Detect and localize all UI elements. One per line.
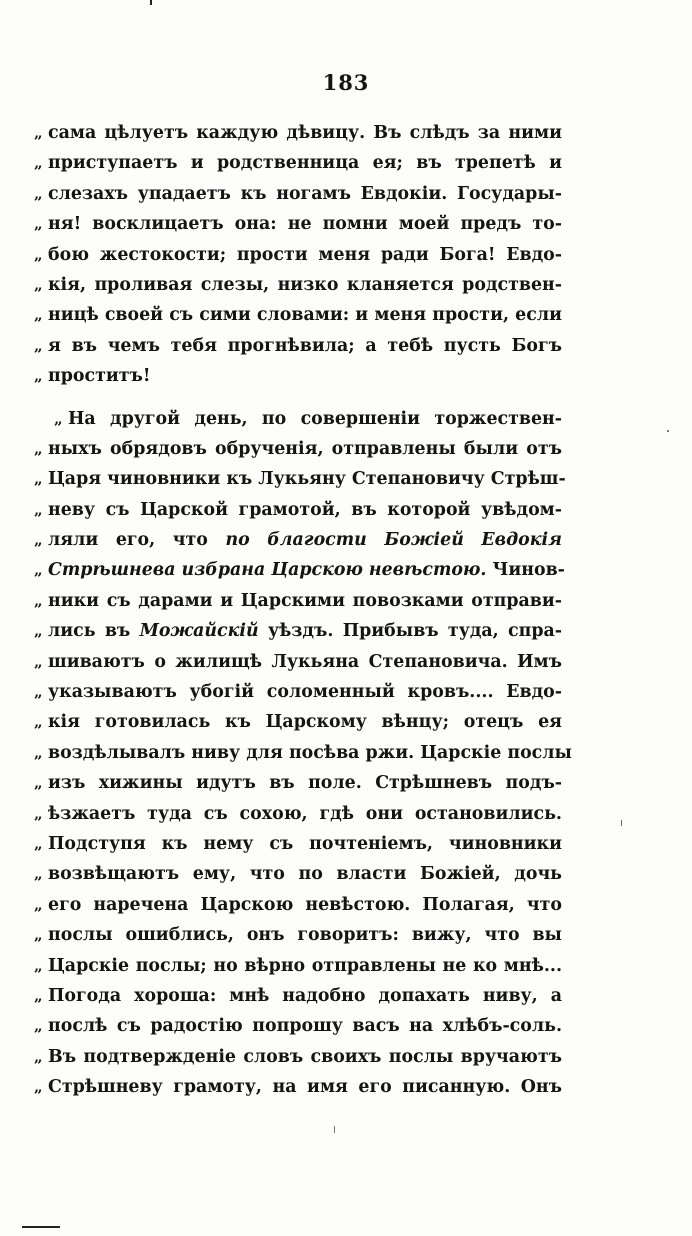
body-text (34, 118, 572, 1103)
quote-mark: „ (34, 774, 43, 793)
quote-mark: „ (34, 184, 43, 203)
line-text: неву съ Царской грамотой, въ которой увѣдом- (48, 499, 562, 520)
quote-mark: „ (34, 895, 43, 914)
quote-mark: „ (34, 500, 43, 519)
text-line (34, 677, 562, 707)
line-text: я въ чемъ тебя прогнѣвила; а тебѣ пусть Богъ (48, 335, 562, 356)
plain-run: ляли его, что (48, 530, 226, 551)
line-text: Царя чиновники къ Лукьяну Степановичу Стрѣш- (48, 469, 566, 490)
text-line (34, 331, 562, 361)
plain-run: лись въ (48, 621, 140, 642)
line-text: его наречена Царскою невѣстою. Полагая, что (48, 894, 562, 915)
quote-mark: „ (34, 743, 43, 762)
text-line (34, 404, 562, 434)
quote-mark: „ (34, 834, 43, 853)
line-text: На другой день, по совершеніи торжествен- (68, 408, 562, 429)
line-text: сама цѣлуетъ каждую дѣвицу. Въ слѣдъ за ними (48, 123, 562, 143)
text-line (34, 859, 562, 889)
quote-mark: „ (34, 865, 43, 884)
quote-mark: „ (34, 713, 43, 732)
quote-mark: „ (34, 124, 43, 142)
line-text: ня! восклицаетъ она: не помни моей предъ то- (48, 214, 562, 235)
line-text: кія готовилась къ Царскому вѣнцу; отецъ ея (48, 712, 562, 733)
line-text (48, 525, 562, 555)
quote-mark: „ (34, 804, 43, 823)
line-text: ныхъ обрядовъ обрученія, отправлены были отъ (48, 438, 562, 459)
quote-mark: „ (34, 683, 43, 702)
quote-mark: „ (34, 306, 43, 325)
plain-run: уѣздъ. Прибывъ туда, спра- (258, 621, 562, 642)
scan-speck (334, 1126, 335, 1133)
quote-mark: „ (34, 367, 43, 386)
plain-run: Чинов- (486, 560, 565, 581)
line-text: ѣзжаетъ туда съ сохою, гдѣ они остановились. (48, 803, 562, 824)
line-text: Стрѣшневу грамоту, на имя его писанную. Онъ (48, 1077, 562, 1098)
quote-mark: „ (34, 956, 43, 975)
line-text: Подступя къ нему съ почтеніемъ, чиновники (48, 833, 562, 854)
line-text: послы ошиблись, онъ говоритъ: вижу, что вы (48, 925, 562, 946)
line-text: Царскіе послы; но вѣрно отправлены не ко мнѣ... (48, 955, 562, 976)
line-text: изъ хижины идутъ въ поле. Стрѣшневъ подъ- (48, 773, 562, 794)
italic-run: по благости Божіей Евдокія (225, 530, 562, 551)
line-text: указываютъ убогій соломенный кровъ.... Евдо- (48, 682, 562, 703)
text-line (34, 240, 562, 270)
scan-speck (667, 430, 669, 432)
line-text: Погода хороша: мнѣ надобно допахать ниву, а (48, 985, 562, 1006)
quote-mark: „ (34, 336, 43, 355)
line-text: шиваютъ о жилищѣ Лукьяна Степановича. Имъ (48, 651, 562, 672)
text-line (34, 495, 562, 525)
quote-mark: „ (34, 215, 43, 234)
line-text: воздѣлывалъ ниву для посѣва ржи. Царскіе послы (48, 742, 572, 763)
text-line (34, 738, 572, 768)
text-line (34, 890, 562, 920)
text-line (34, 148, 562, 178)
text-line (34, 951, 562, 981)
line-text: слезахъ упадаетъ къ ногамъ Евдокіи. Государы- (48, 183, 562, 204)
quote-mark: „ (34, 1078, 43, 1097)
text-line (34, 209, 562, 239)
italic-run: Стрѣшнева избрана Царскою невѣстою. (48, 560, 487, 581)
quote-mark: „ (34, 652, 43, 671)
text-line (34, 799, 562, 829)
text-line (34, 555, 565, 585)
text-line (34, 434, 562, 464)
page-number: 183 (322, 70, 370, 95)
text-line (34, 981, 562, 1011)
quote-mark: „ (34, 245, 43, 264)
text-line (34, 1011, 562, 1041)
line-text: проститъ! (48, 366, 151, 387)
text-line (34, 179, 562, 209)
text-line (34, 829, 562, 859)
quote-mark: „ (34, 470, 43, 489)
quote-mark: „ (34, 561, 43, 580)
text-line (34, 118, 562, 148)
text-line (34, 1042, 562, 1072)
quote-mark: „ (34, 275, 43, 294)
quote-mark: „ (34, 622, 43, 641)
quote-mark: „ (34, 1047, 43, 1066)
line-text: возвѣщаютъ ему, что по власти Божіей, дочь (48, 864, 562, 885)
line-text: кія, проливая слезы, низко кланяется родствен- (48, 274, 562, 295)
quote-mark: „ (54, 409, 63, 428)
line-text: Въ подтвержденіе словъ своихъ послы вручаютъ (48, 1046, 562, 1067)
text-line (34, 768, 562, 798)
text-line (34, 525, 562, 555)
quote-mark: „ (34, 439, 43, 458)
quote-mark: „ (34, 926, 43, 945)
quote-mark: „ (34, 531, 43, 550)
scan-mark (150, 0, 152, 5)
line-text (48, 616, 562, 646)
line-text: ницѣ своей съ сими словами: и меня прости, если (48, 305, 562, 326)
text-line (34, 1072, 562, 1102)
line-text: послѣ съ радостію попрошу васъ на хлѣбъ-соль. (48, 1016, 562, 1037)
text-line (34, 707, 562, 737)
text-line (34, 647, 562, 677)
text-line (34, 300, 562, 330)
italic-run: Можайскій (139, 621, 259, 642)
line-text: бою жестокости; прости меня ради Бога! Евдо- (48, 244, 562, 265)
text-line (34, 270, 562, 300)
scan-speck (621, 820, 622, 826)
line-text (48, 555, 565, 585)
quote-mark: „ (34, 154, 43, 173)
paragraph-gap (34, 392, 562, 404)
text-line (34, 361, 562, 391)
text-line (34, 464, 566, 494)
line-text: приступаетъ и родственница ея; въ трепетѣ и (48, 153, 562, 174)
quote-mark: „ (34, 986, 43, 1005)
text-line (34, 586, 562, 616)
quote-mark: „ (34, 1017, 43, 1036)
quote-mark: „ (34, 591, 43, 610)
text-line (34, 920, 562, 950)
line-text: ники съ дарами и Царскими повозками отправи- (48, 590, 562, 611)
scan-mark (22, 1226, 60, 1228)
text-line (34, 616, 562, 646)
